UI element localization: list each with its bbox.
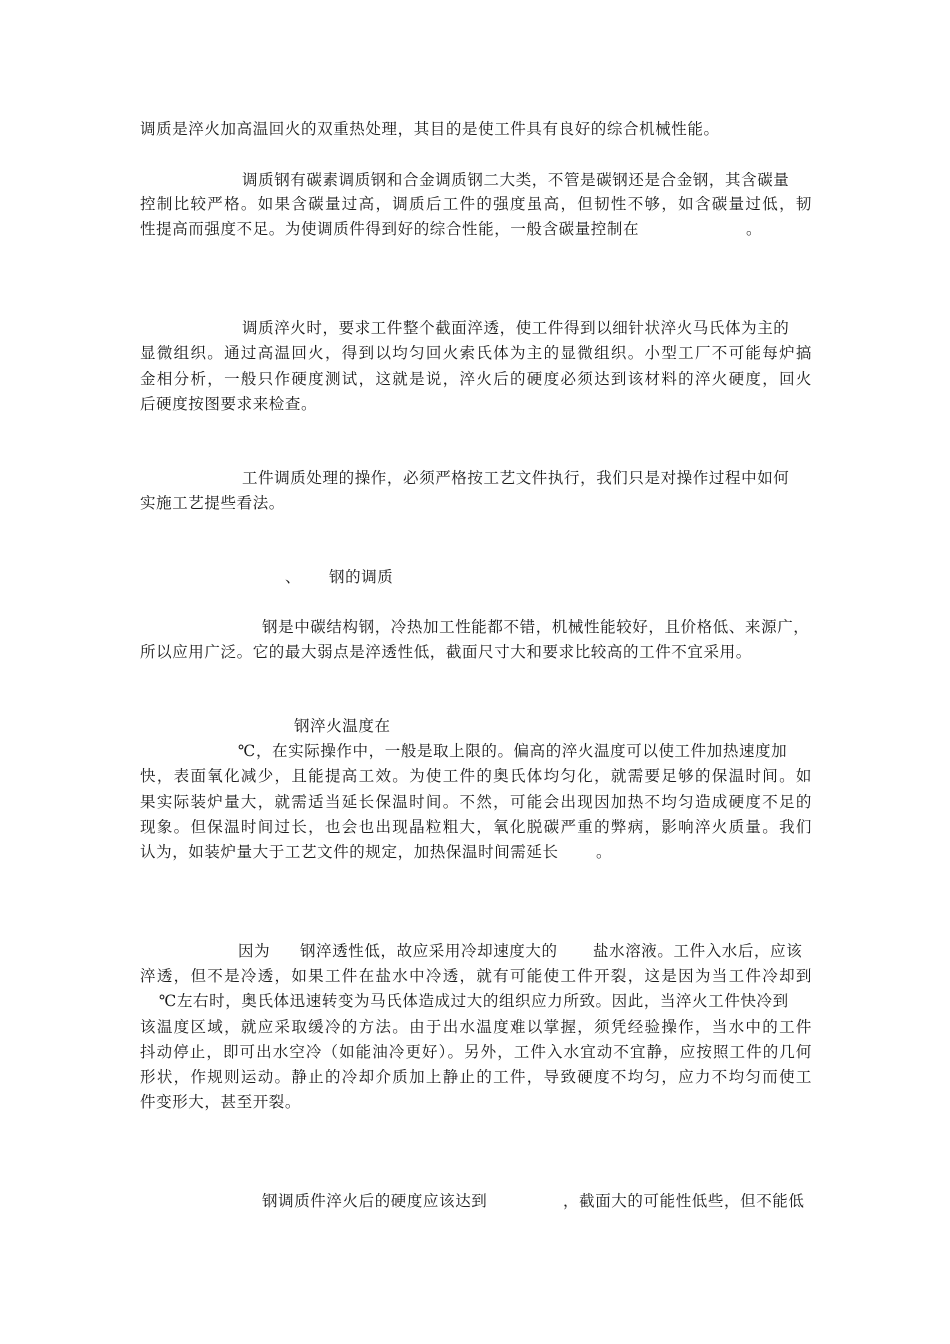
text-line: 因为 xyxy=(238,942,271,960)
text-line: 抖动停止，即可出水空冷（如能油冷更好）。另外，工件入水宜动不宜静，应按照工件的几何 xyxy=(140,1043,812,1061)
text-line: 现象。但保温时间过长，也会也出现晶粒粗大，氧化脱碳严重的弊病，影响淬火质量。我们 xyxy=(140,818,812,836)
text-line: 性提高而强度不足。为使调质件得到好的综合性能，一般含碳量控制在 xyxy=(140,220,640,238)
text-line: 快，表面氧化减少，且能提高工效。为使工件的奥氏体均匀化，就需要足够的保温时间。如 xyxy=(140,767,812,785)
text-line: ℃，在实际操作中，一般是取上限的。偏高的淬火温度可以使工件加热速度加 xyxy=(238,742,788,760)
text-line: 调质是淬火加高温回火的双重热处理，其目的是使工件具有良好的综合机械性能。 xyxy=(140,120,720,138)
text-line: 后硬度按图要求来检查。 xyxy=(140,395,318,413)
text-line: 金相分析，一般只作硬度测试，这就是说，淬火后的硬度必须达到该材料的淬火硬度，回火 xyxy=(140,370,812,388)
text-line: 钢调质件淬火后的硬度应该达到 xyxy=(262,1192,488,1210)
text-line: 钢淬透性低，故应采用冷却速度大的 xyxy=(300,942,558,960)
text-line: 认为，如装炉量大于工艺文件的规定，加热保温时间需延长 xyxy=(140,843,559,861)
text-line: 钢淬火温度在 xyxy=(294,717,391,735)
text-line: 实施工艺提些看法。 xyxy=(140,494,285,512)
text-line: 该温度区域，就应采取缓冷的方法。由于出水温度难以掌握，须凭经验操作，当水中的工件 xyxy=(140,1018,812,1036)
text-line: 所以应用广泛。它的最大弱点是淬透性低，截面尺寸大和要求比较高的工件不宜采用。 xyxy=(140,643,752,661)
text-line: 果实际装炉量大，就需适当延长保温时间。不然，可能会出现因加热不均匀造成硬度不足的 xyxy=(140,793,812,811)
text-line: ℃左右时，奥氏体迅速转变为马氏体造成过大的组织应力所致。因此，当淬火工件快冷到 xyxy=(159,992,789,1010)
text-line: ，截面大的可能性低些，但不能低 xyxy=(563,1192,805,1210)
text-line: 。 xyxy=(746,220,763,238)
text-line: 。 xyxy=(596,843,613,861)
text-line: 钢是中碳结构钢，冷热加工性能都不错，机械性能较好，且价格低、来源广， xyxy=(262,618,810,636)
text-line: 件变形大，甚至开裂。 xyxy=(140,1093,302,1111)
text-line: 控制比较严格。如果含碳量过高，调质后工件的强度虽高，但韧性不够，如含碳量过低，韧 xyxy=(140,195,812,213)
text-line: 显微组织。通过高温回火，得到以均匀回火索氏体为主的显微组织。小型工厂不可能每炉搞 xyxy=(140,344,812,362)
text-line: 调质淬火时，要求工件整个截面淬透，使工件得到以细针状淬火马氏体为主的 xyxy=(242,319,790,337)
section-heading: 钢的调质 xyxy=(329,568,394,586)
text-line: 调质钢有碳素调质钢和合金调质钢二大类，不管是碳钢还是合金钢，其含碳量 xyxy=(242,171,790,189)
section-marker: 、 xyxy=(285,568,302,586)
text-line: 形状，作规则运动。静止的冷却介质加上静止的工件，导致硬度不均匀，应力不均匀而使工 xyxy=(140,1068,812,1086)
text-line: 工件调质处理的操作，必须严格按工艺文件执行，我们只是对操作过程中如何 xyxy=(242,469,790,487)
text-line: 盐水溶液。工件入水后，应该 xyxy=(593,942,803,960)
text-line: 淬透，但不是冷透，如果工件在盐水中冷透，就有可能使工件开裂，这是因为当工件冷却到 xyxy=(140,967,812,985)
